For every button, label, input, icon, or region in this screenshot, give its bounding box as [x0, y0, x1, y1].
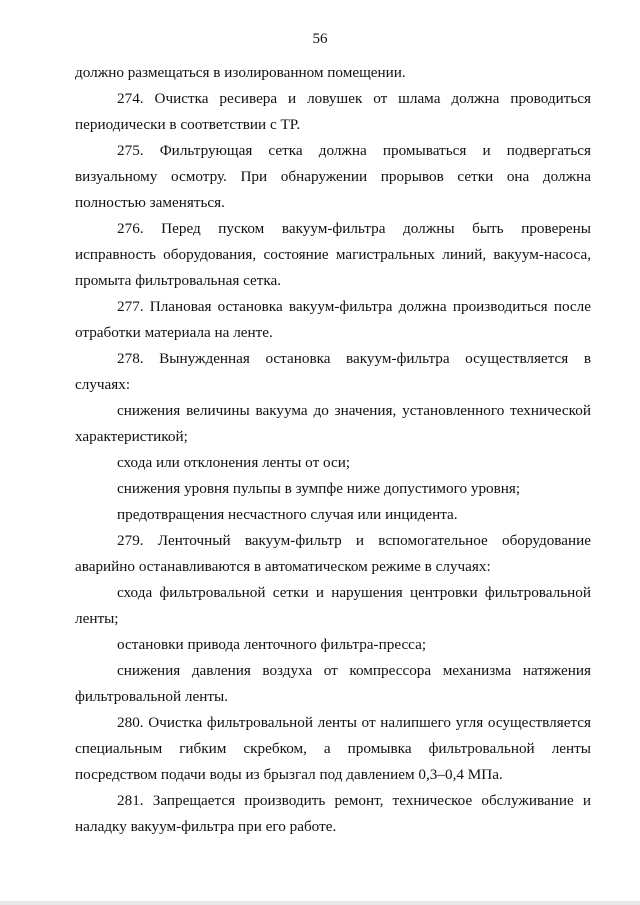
document-body	[75, 60, 591, 840]
list-item-279-2: остановки привода ленточного фильтра-пресса;	[117, 636, 427, 653]
paragraph-280: 280. Очистка фильтровальной ленты от налипшего угля осуществляется специальным гибким скребком, а промывка фильтровальной ленты посредством подачи воды из брызгал под давлением 0,3–0,4 МПа.	[75, 714, 591, 783]
paragraph-279: 279. Ленточный вакуум-фильтр и вспомогательное оборудование аварийно останавливаются в автоматическом режиме в случаях:	[75, 532, 591, 575]
list-item-278-2: схода или отклонения ленты от оси;	[117, 454, 351, 471]
list-item-278-1: снижения величины вакуума до значения, установленного технической характеристикой;	[75, 402, 591, 445]
page-number: 56	[312, 31, 328, 47]
list-item-278-4: предотвращения несчастного случая или инцидента.	[117, 506, 458, 523]
paragraph-continuation: должно размещаться в изолированном помещении.	[75, 64, 406, 81]
paragraph-278: 278. Вынужденная остановка вакуум-фильтра осуществляется в случаях:	[75, 350, 591, 393]
paragraph-281: 281. Запрещается производить ремонт, техническое обслуживание и наладку вакуум-фильтра при его работе.	[75, 792, 591, 835]
paragraph-277: 277. Плановая остановка вакуум-фильтра должна производиться после отработки материала на ленте.	[75, 298, 591, 341]
paragraph-275: 275. Фильтрующая сетка должна промываться и подвергаться визуальному осмотру. При обнаружении прорывов сетки она должна полностью заменяться.	[75, 142, 591, 211]
paragraph-274: 274. Очистка ресивера и ловушек от шлама должна проводиться периодически в соответствии с ТР.	[75, 90, 591, 133]
list-item-279-1: схода фильтровальной сетки и нарушения центровки фильтровальной ленты;	[75, 584, 591, 627]
list-item-278-3: снижения уровня пульпы в зумпфе ниже допустимого уровня;	[117, 480, 521, 497]
list-item-279-3: снижения давления воздуха от компрессора механизма натяжения фильтровальной ленты.	[75, 662, 591, 705]
paragraph-276: 276. Перед пуском вакуум-фильтра должны быть проверены исправность оборудования, состояние магистральных линий, вакуум-насоса, промыта фильтровальная сетка.	[75, 220, 591, 289]
scan-edge	[0, 901, 640, 905]
